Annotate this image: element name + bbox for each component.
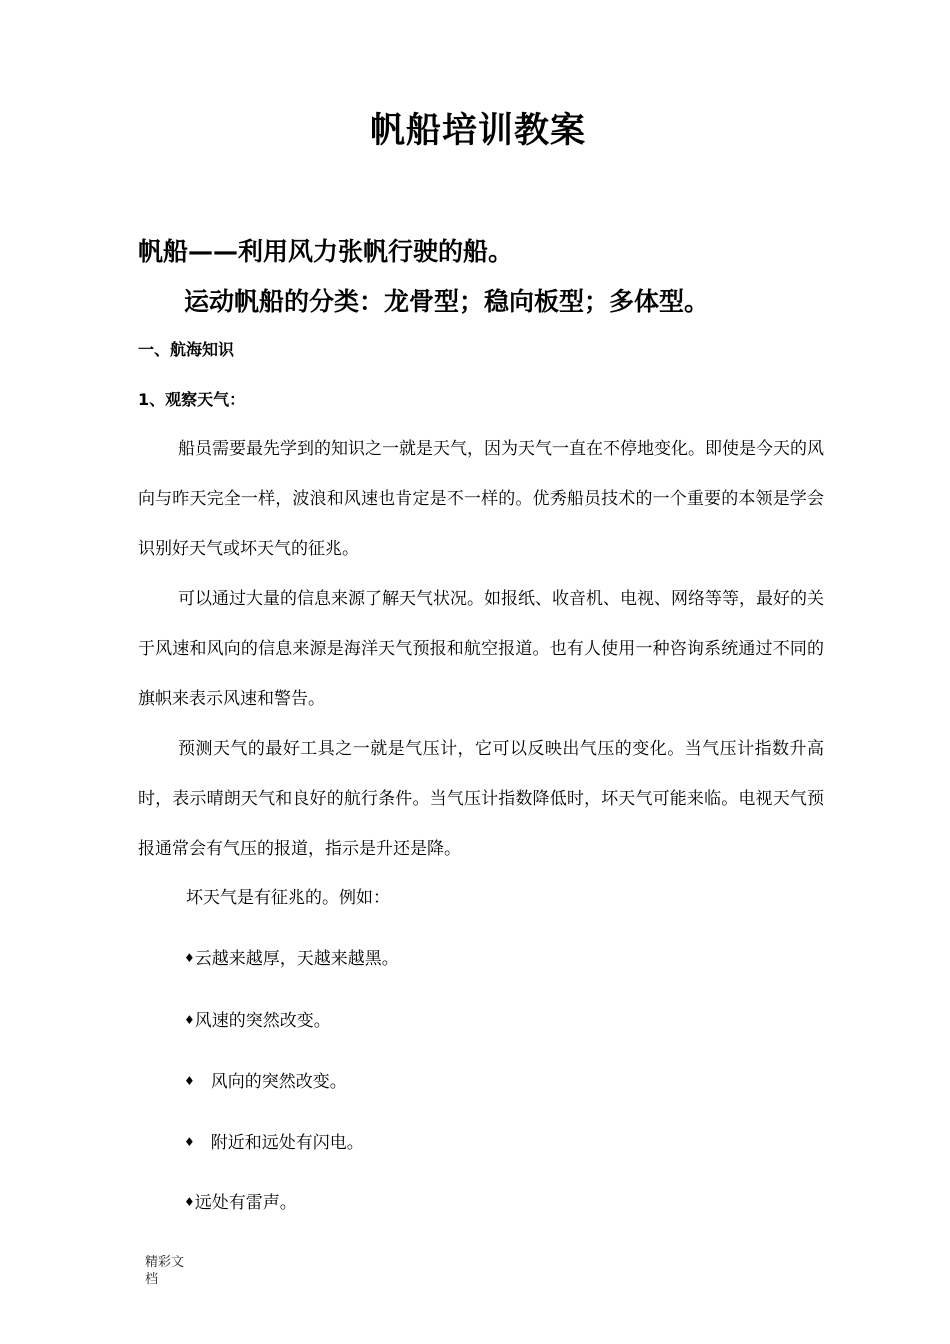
list-item <box>184 1069 347 1094</box>
list-item <box>184 946 399 971</box>
bad-weather-signs-intro: 坏天气是有征兆的。例如： <box>186 888 390 908</box>
diamond-bullet-icon: ♦ <box>184 1135 195 1149</box>
list-item <box>184 1130 364 1155</box>
list-item <box>184 1190 297 1215</box>
diamond-bullet-icon: ♦ <box>184 1013 195 1027</box>
paragraph-barometer: 预测天气的最好工具之一就是气压计，它可以反映出气压的变化。当气压计指数升高时，表示晴朗天气和良好的航行条件。当气压计指数降低时，坏天气可能来临。电视天气预报通常会有气压的报道，指示是升还是降。 <box>138 739 824 859</box>
diamond-bullet-icon: ♦ <box>184 951 195 965</box>
list-item <box>184 1008 331 1033</box>
list-item-text: 附近和远处有闪电。 <box>210 1133 364 1153</box>
section-heading-navigation: 一、航海知识 <box>138 340 235 359</box>
list-item-text: 风速的突然改变。 <box>194 1011 331 1031</box>
diamond-bullet-icon: ♦ <box>184 1074 195 1088</box>
sailboat-categories: 运动帆船的分类：龙骨型；稳向板型；多体型。 <box>184 287 710 316</box>
list-item-text: 远处有雷声。 <box>194 1193 297 1213</box>
paragraph-weather-intro: 船员需要最先学到的知识之一就是天气，因为天气一直在不停地变化。即使是今天的风向与昨天完全一样，波浪和风速也肯定是不一样的。优秀船员技术的一个重要的本领是学会识别好天气或坏天气的征兆。 <box>138 439 824 559</box>
list-item-text: 云越来越厚，天越来越黑。 <box>194 949 399 969</box>
paragraph-information-sources: 可以通过大量的信息来源了解天气状况。如报纸、收音机、电视、网络等等，最好的关于风速和风向的信息来源是海洋天气预报和航空报道。也有人使用一种咨询系统通过不同的旗帜来表示风速和警告。 <box>138 589 824 709</box>
subsection-heading-weather: 1、观察天气： <box>138 390 246 409</box>
footer-label: 精彩文档 <box>145 1255 185 1287</box>
document-title: 帆船培训教案 <box>369 111 586 151</box>
sailboat-definition: 帆船——利用风力张帆行驶的船。 <box>138 237 514 266</box>
diamond-bullet-icon: ♦ <box>184 1195 195 1209</box>
list-item-text: 风向的突然改变。 <box>210 1072 347 1092</box>
